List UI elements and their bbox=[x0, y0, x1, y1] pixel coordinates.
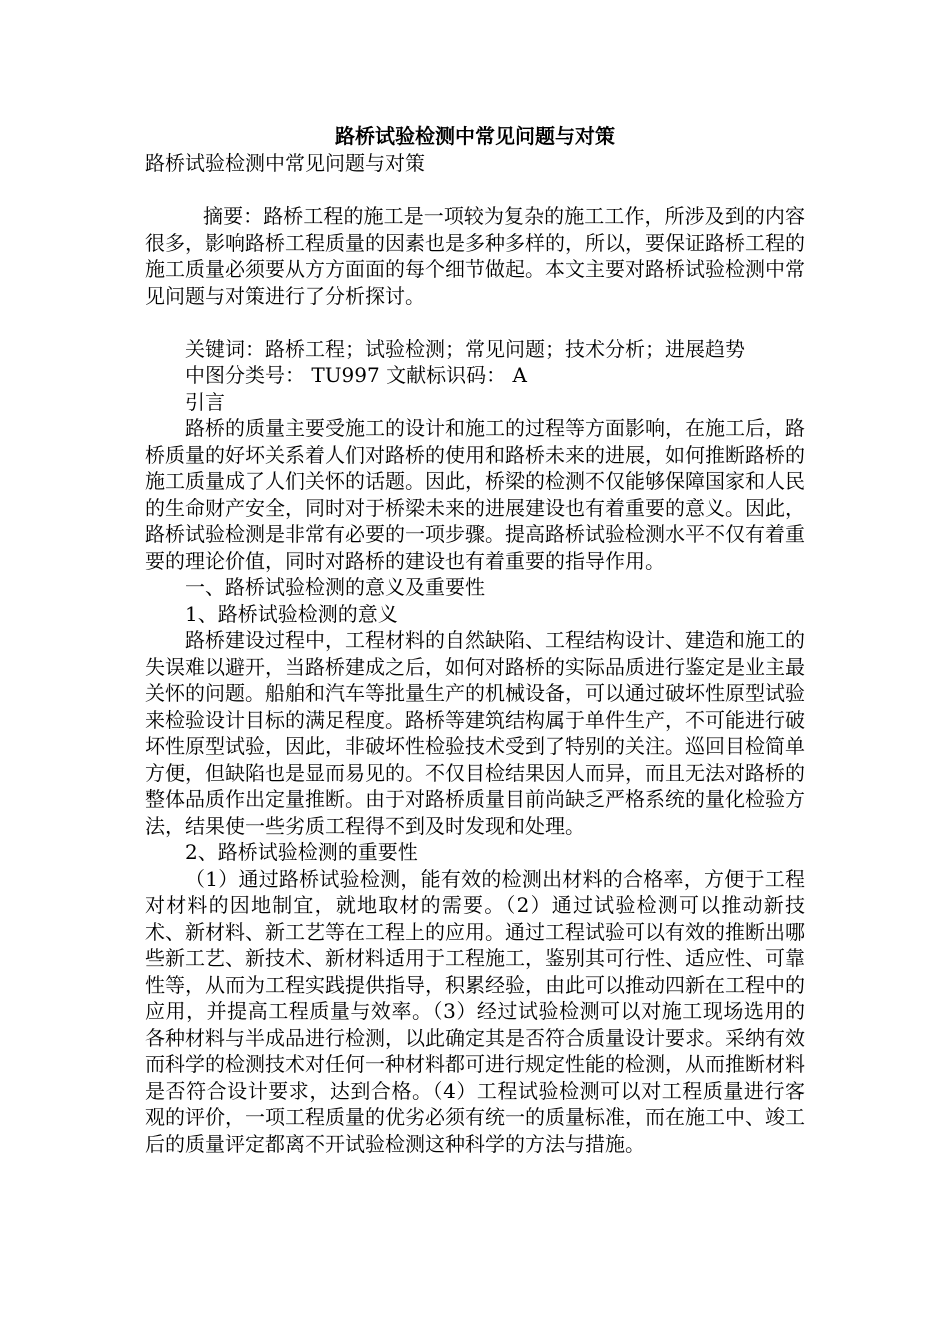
subsection-heading: 1、路桥试验检测的意义 bbox=[185, 601, 398, 626]
document-body bbox=[145, 150, 805, 1157]
blank-line bbox=[145, 309, 805, 336]
subsection-heading: 2、路桥试验检测的重要性 bbox=[185, 840, 418, 864]
section-heading: 一、路桥试验检测的意义及重要性 bbox=[185, 575, 485, 599]
keywords-line: 关键词：路桥工程；试验检测；常见问题；技术分析；进展趋势 bbox=[185, 336, 745, 361]
body-paragraph: （1）通过路桥试验检测，能有效的检测出材料的合格率，方便于工程对材料的因地制宜，就地取材的需要。（2）通过试验检测可以推动新技术、新材料、新工艺等在工程上的应用。通过工程试验可以有效的推断出哪些新工艺、新技术、新材料适用于工程施工，鉴别其可行性、适应性、可靠性等，从而为工程实践提供指导，积累经验，由此可以推动四新在工程中的应用，并提高工程质量与效率。（3）经过试验检测可以对施工现场选用的各种材料与半成品进行检测，以此确定其是否符合质量设计要求。采纳有效而科学的检测技术对任何一种材料都可进行规定性能的检测，从而推断材料是否符合设计要求，达到合格。（4）工程试验检测可以对工程质量进行客观的评价，一项工程质量的优劣必须有统一的质量标准，而在施工中、竣工后的质量评定都离不开试验检测这种科学的方法与措施。 bbox=[145, 866, 805, 1156]
body-paragraph: 路桥建设过程中，工程材料的自然缺陷、工程结构设计、建造和施工的失误难以避开，当路桥建成之后，如何对路桥的实际品质进行鉴定是业主最关怀的问题。船舶和汽车等批量生产的机械设备，可以通过破坏性原型试验来检验设计目标的满足程度。路桥等建筑结构属于单件生产，不可能进行破坏性原型试验，因此，非破坏性检验技术受到了特别的关注。巡回目检简单方便，但缺陷也是显而易见的。不仅目检结果因人而异，而且无法对路桥的整体品质作出定量推断。由于对路桥质量目前尚缺乏严格系统的量化检验方法，结果使一些劣质工程得不到及时发现和处理。 bbox=[145, 628, 805, 838]
abstract-paragraph: 摘要：路桥工程的施工是一项较为复杂的施工工作，所涉及到的内容很多，影响路桥工程质量的因素也是多种多样的，所以，要保证路桥工程的施工质量必须要从方方面面的每个细节做起。本文主要对路桥试验检测中常见问题与对策进行了分析探讨。 bbox=[145, 204, 805, 308]
intro-heading: 引言 bbox=[185, 389, 225, 414]
document-subtitle: 路桥试验检测中常见问题与对策 bbox=[145, 151, 425, 175]
document-title: 路桥试验检测中常见问题与对策 bbox=[335, 124, 615, 148]
blank-line bbox=[145, 177, 805, 204]
classification-line: 中图分类号： TU997 文献标识码： A bbox=[185, 363, 527, 387]
intro-paragraph: 路桥的质量主要受施工的设计和施工的过程等方面影响，在施工后，路桥质量的好坏关系着人们对路桥的使用和路桥未来的进展，如何推断路桥的施工质量成了人们关怀的话题。因此，桥梁的检测不仅能够保障国家和人民的生命财产安全，同时对于桥梁未来的进展建设也有着重要的意义。因此，路桥试验检测是非常有必要的一项步骤。提高路桥试验检测水平不仅有着重要的理论价值，同时对路桥的建设也有着重要的指导作用。 bbox=[145, 416, 805, 573]
